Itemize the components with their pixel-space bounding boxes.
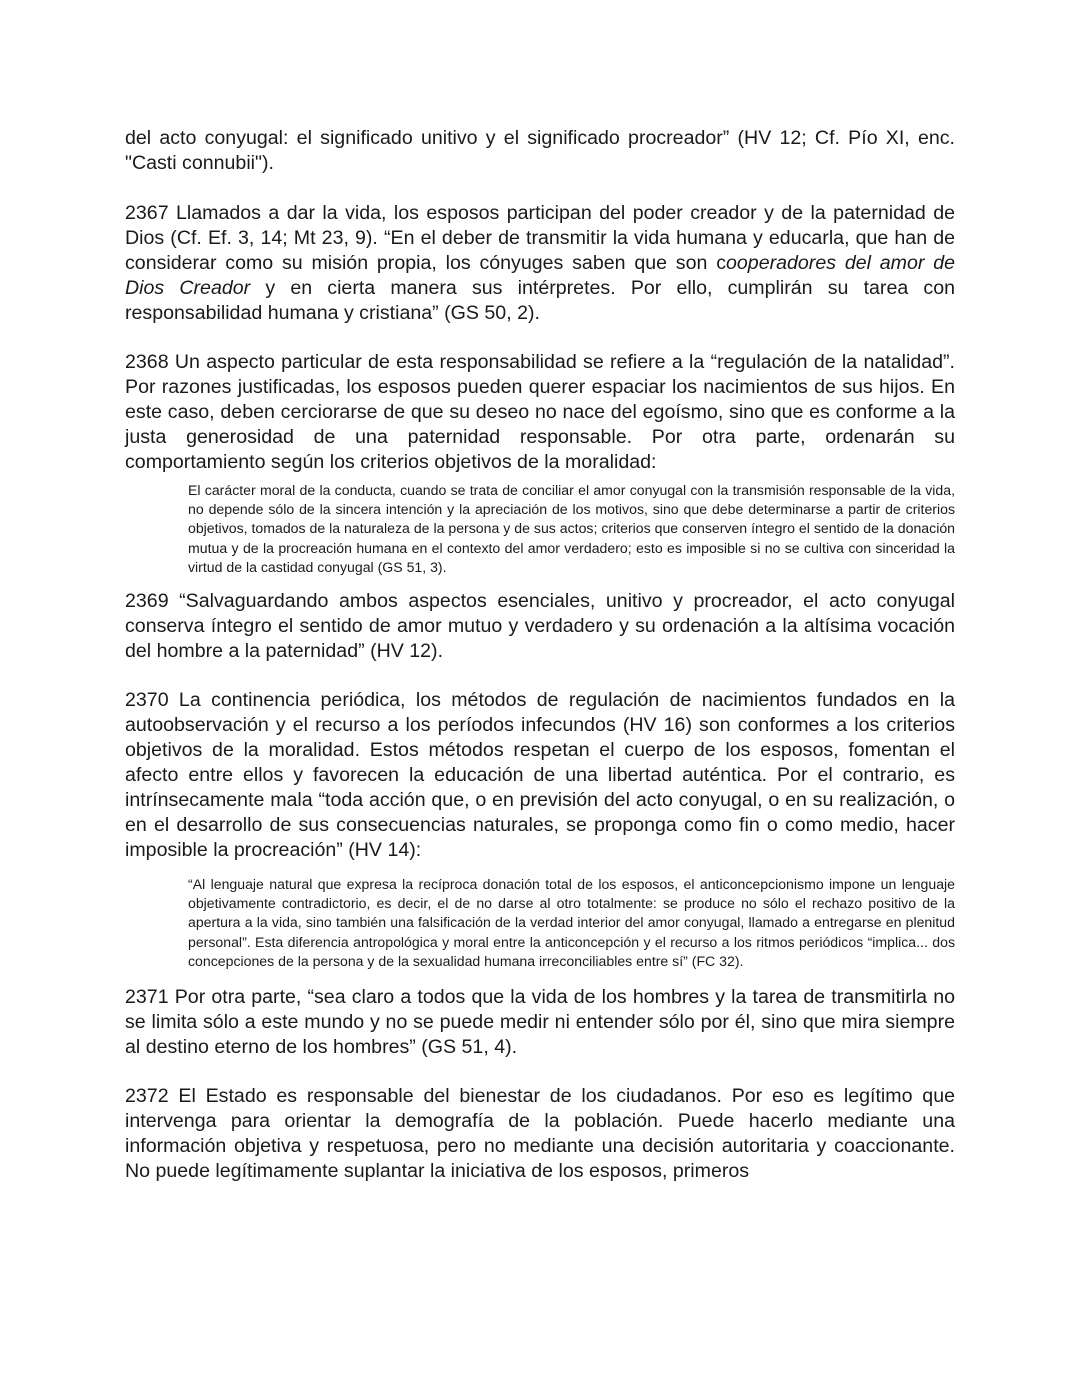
- document-page: [125, 126, 955, 1208]
- paragraph-2370: 2370 La continencia periódica, los métodos de regulación de nacimientos fundados en la autoobservación y el recurso a los períodos infecundos (HV 16) son conformes a los criterios objetivos de la moralidad. Estos métodos respetan el cuerpo de los esposos, fomentan el afecto entre ellos y favorecen la educación de una libertad auténtica. Por el contrario, es intrínsecamente mala “toda acción que, o en previsión del acto conyugal, o en su realización, o en el desarrollo de sus consecuencias naturales, se proponga como fin o como medio, hacer imposible la procreación” (HV 14):: [125, 689, 955, 862]
- paragraph-2368: 2368 Un aspecto particular de esta responsabilidad se refiere a la “regulación de la natalidad”. Por razones justificadas, los esposos pueden querer espaciar los nacimientos de sus hijos. En este caso, deben cerciorarse de que su deseo no nace del egoísmo, sino que es conforme a la justa generosidad de una paternidad responsable. Por otra parte, ordenarán su comportamiento según los criterios objetivos de la moralidad:: [125, 351, 955, 473]
- paragraph-2372: 2372 El Estado es responsable del bienestar de los ciudadanos. Por eso es legítimo que intervenga para orientar la demografía de la población. Puede hacerlo mediante una información objetiva y respetuosa, pero no mediante una decisión autoritaria y coaccionante. No puede legítimamente suplantar la iniciativa de los esposos, primeros: [125, 1085, 955, 1183]
- paragraph-2371: 2371 Por otra parte, “sea claro a todos que la vida de los hombres y la tarea de transmitirla no se limita sólo a este mundo y no se puede medir ni entender sólo por él, sino que mira siempre al destino eterno de los hombres” (GS 51, 4).: [125, 986, 955, 1059]
- quote-2370: “Al lenguaje natural que expresa la recíproca donación total de los esposos, el anticoncepcionismo impone un lenguaje objetivamente contradictorio, es decir, el de no darse al otro totalmente: se produce no sólo el rechazo positivo de la apertura a la vida, sino también una falsificación de la verdad interior del amor conyugal, llamado a entregarse en plenitud personal”. Esta diferencia antropológica y moral entre la anticoncepción y el recurso a los ritmos periódicos “implica... dos concepciones de la persona y de la sexualidad humana irreconciliables entre sí” (FC 32).: [188, 876, 955, 969]
- paragraph-2367-emphasis: ooperadores del amor de Dios Creador: [125, 252, 956, 299]
- paragraph-2367: [125, 201, 955, 326]
- paragraph-2367-part-a: 2367 Llamados a dar la vida, los esposos participan del poder creador y de la paternidad de Dios (Cf. Ef. 3, 14; Mt 23, 9). “En el deber de transmitir la vida humana y educarla, que han de considerar como su misión propia, los cónyuges saben que son c: [125, 202, 955, 274]
- paragraph-intro: del acto conyugal: el significado unitivo y el significado procreador” (HV 12; Cf. Pío XI, enc. "Casti connubii").: [125, 127, 955, 174]
- quote-2368: El carácter moral de la conducta, cuando se trata de conciliar el amor conyugal con la transmisión responsable de la vida, no depende sólo de la sincera intención y la apreciación de los motivos, sino que debe determinarse a partir de criterios objetivos, tomados de la naturaleza de la persona y de sus actos; criterios que conserven íntegro el sentido de la donación mutua y de la procreación humana en el contexto del amor verdadero; esto es imposible si no se cultiva con sinceridad la virtud de la castidad conyugal (GS 51, 3).: [188, 482, 955, 575]
- paragraph-2367-part-b: y en cierta manera sus intérpretes. Por ello, cumplirán su tarea con responsabilidad humana y cristiana” (GS 50, 2).: [125, 277, 956, 324]
- paragraph-2369: 2369 “Salvaguardando ambos aspectos esenciales, unitivo y procreador, el acto conyugal conserva íntegro el sentido de amor mutuo y verdadero y su ordenación a la altísima vocación del hombre a la paternidad” (HV 12).: [125, 590, 955, 663]
